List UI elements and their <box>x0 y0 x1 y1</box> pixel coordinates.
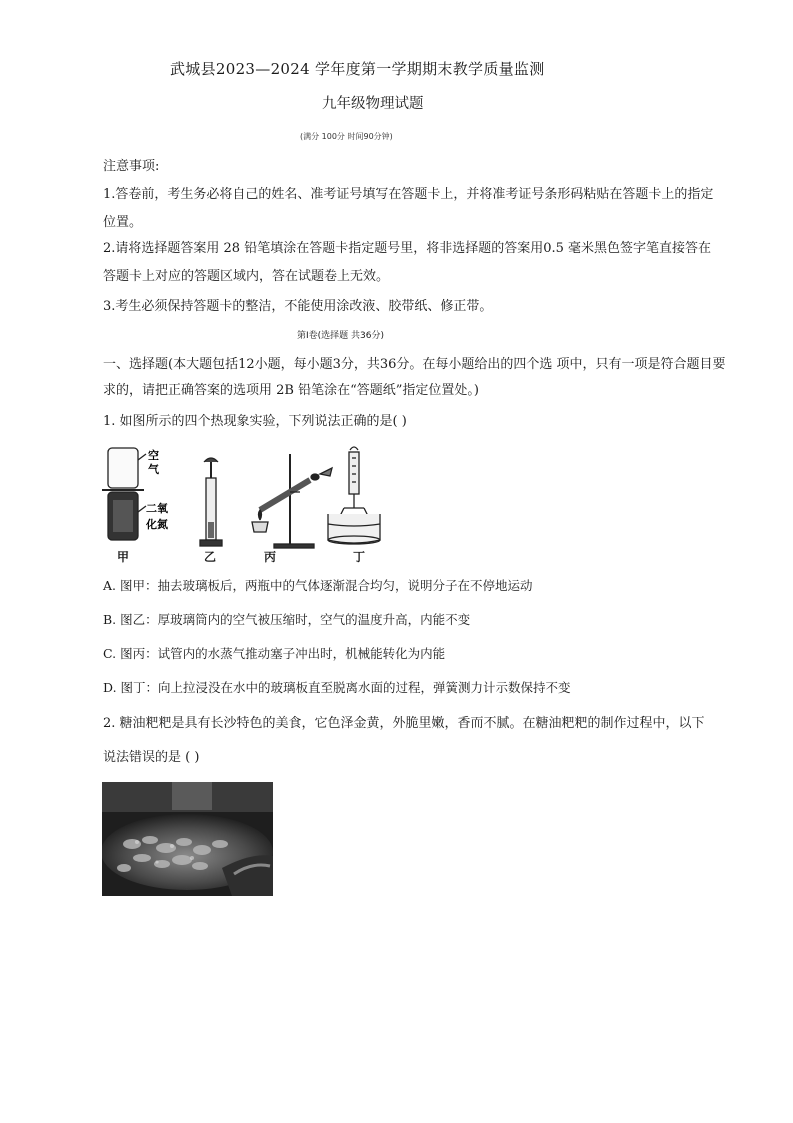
section-title: 第Ⅰ卷(选择题 共36分) <box>297 331 384 341</box>
notice-item-1-line-1: 1.答卷前，考生务必将自己的姓名、准考证号填写在答题卡上，并将准考证号条形码粘贴在答题卡上的指定 <box>103 187 714 202</box>
notice-item-2-line-1: 2.请将选择题答案用 28 铅笔填涂在答题卡指定题号里，将非选择题的答案用0.5 毫米黑色签字笔直接答在 <box>103 241 712 256</box>
question-2-stem-line-1: 2. 糖油粑粑是具有长沙特色的美食，它色泽金黄，外脆里嫩，香而不腻。在糖油粑粑的制作过程中，以下 <box>103 716 705 731</box>
question-1-stem: 1. 如图所示的四个热现象实验，下列说法正确的是( ) <box>103 414 407 429</box>
section-intro-line-1: 一、选择题(本大题包括12小题，每小题3分，共36分。在每小题给出的四个选 项中，只有一项是符合题目要 <box>103 357 726 372</box>
jar-apparatus-icon <box>102 448 146 540</box>
notice-item-2-line-2: 答题卡上对应的答题区域内，答在试题卷上无效。 <box>103 269 390 284</box>
notice-item-3: 3.考生必须保持答题卡的整洁，不能使用涂改液、胶带纸、修正带。 <box>103 299 493 314</box>
test-tube-stand-icon <box>252 454 332 548</box>
notice-item-1-line-2: 位置。 <box>103 215 143 230</box>
label-no2-1: 二氧 <box>146 502 168 515</box>
frying-food-photo-svg <box>102 782 273 896</box>
exam-meta: (满分 100分 时间90分钟) <box>300 132 393 141</box>
caption-jia: 甲 <box>117 550 130 564</box>
label-air-1: 空 <box>148 449 159 462</box>
question-1-option-a: A. 图甲：抽去玻璃板后，两瓶中的气体逐渐混合均匀，说明分子在不停地运动 <box>103 578 533 593</box>
label-air-2: 气 <box>148 463 159 476</box>
label-no2-2: 化氮 <box>146 518 168 531</box>
caption-ding: 丁 <box>353 550 366 564</box>
exam-subtitle: 九年级物理试题 <box>322 96 424 112</box>
frying-food-photo <box>102 782 273 896</box>
question-1-option-d: D. 图丁：向上拉浸没在水中的玻璃板直至脱离水面的过程，弹簧测力计示数保持不变 <box>103 680 571 695</box>
question-1-option-c: C. 图丙：试管内的水蒸气推动塞子冲出时，机械能转化为内能 <box>103 646 446 661</box>
notice-heading: 注意事项: <box>103 159 160 174</box>
question-1-option-b: B. 图乙：厚玻璃筒内的空气被压缩时，空气的温度升高，内能不变 <box>103 612 471 627</box>
exam-title: 武城县2023—2024 学年度第一学期期末教学质量监测 <box>170 60 545 78</box>
compression-tube-icon <box>200 458 222 546</box>
caption-yi: 乙 <box>204 550 217 564</box>
section-intro-line-2: 求的，请把正确答案的选项用 2B 铅笔涂在“答题纸”指定位置处。) <box>103 383 479 398</box>
question-2-stem-line-2: 说法错误的是 ( ) <box>103 750 200 765</box>
spring-scale-icon <box>328 447 380 544</box>
caption-bing: 丙 <box>264 550 277 564</box>
